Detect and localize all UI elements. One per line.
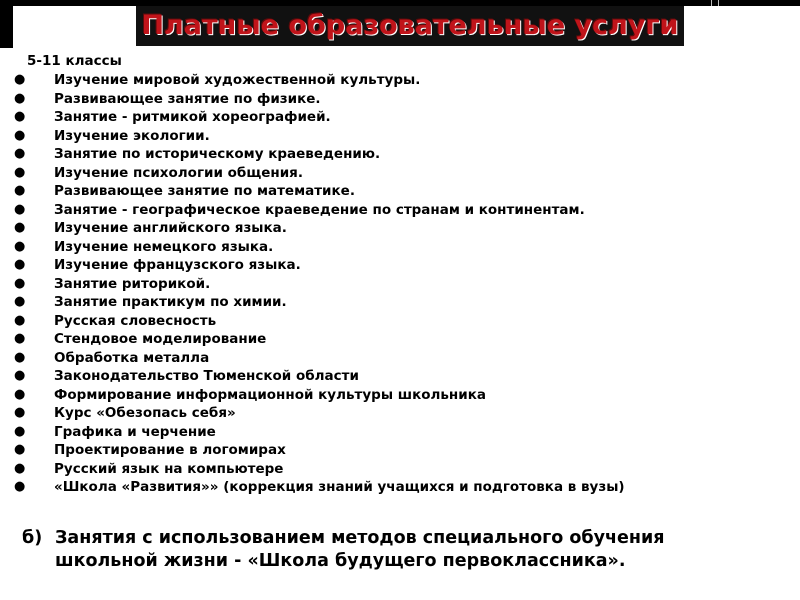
list-item: [13, 90, 625, 109]
list-item-label: Изучение психологии общения.: [54, 164, 303, 181]
list-item: [13, 219, 625, 238]
bullet-icon: ●: [14, 90, 26, 106]
list-item: [13, 349, 625, 368]
list-item-label: Изучение экологии.: [54, 127, 210, 144]
list-item-label: Занятие практикум по химии.: [54, 294, 287, 310]
bullet-icon: ●: [14, 386, 26, 402]
list-item: [13, 293, 625, 312]
list-item: [13, 256, 625, 275]
list-item-label: Изучение французского языка.: [54, 257, 301, 273]
bullet-icon: ●: [14, 220, 26, 235]
bullet-icon: ●: [14, 294, 26, 309]
bullet-icon: ●: [14, 238, 26, 254]
list-item: [13, 386, 625, 405]
list-item-label: Законодательство Тюменской области: [54, 368, 359, 384]
list-item-label: Обработка металла: [54, 349, 210, 366]
list-item: [13, 441, 625, 460]
bullet-icon: ●: [14, 257, 26, 272]
list-item: [13, 367, 625, 386]
list-item: [13, 404, 625, 423]
list-item: [13, 312, 625, 331]
list-item-label: Занятие риторикой.: [54, 275, 211, 292]
list-item: [13, 478, 625, 497]
list-item: [13, 275, 625, 294]
bullet-icon: ●: [14, 349, 26, 365]
bullet-icon: ●: [14, 479, 26, 494]
list-item: [13, 423, 625, 442]
bullet-icon: ●: [14, 127, 26, 143]
bullet-icon: ●: [14, 164, 26, 180]
note-line-2: школьной жизни - «Школа будущего первоклассника».: [55, 551, 626, 571]
slide: [13, 6, 800, 600]
list-item-label: Занятие - географическое краеведение по странам и континентам.: [54, 201, 585, 218]
bullet-icon: ●: [14, 275, 26, 291]
bullet-icon: ●: [14, 423, 26, 439]
note-line-1: Занятия с использованием методов специального обучения: [55, 528, 665, 548]
list-item: [13, 145, 625, 164]
bullet-icon: ●: [14, 312, 26, 328]
list-item: [13, 182, 625, 201]
list-item-label: «Школа «Развития»» (коррекция знаний учащихся и подготовка в вузы): [54, 479, 625, 495]
list-item-label: Русский язык на компьютере: [54, 460, 284, 477]
bullet-icon: ●: [14, 405, 26, 420]
bullet-icon: ●: [14, 368, 26, 383]
bullet-icon: ●: [14, 183, 26, 198]
grade-label: 5-11 классы: [27, 53, 122, 69]
list-item-label: Занятие - ритмикой хореографией.: [54, 109, 331, 125]
note-paragraph: [22, 527, 665, 573]
list-item-label: Графика и черчение: [54, 423, 216, 440]
list-item: [13, 460, 625, 479]
list-item-label: Проектирование в логомирах: [54, 442, 286, 458]
list-item-label: Развивающее занятие по физике.: [54, 90, 321, 107]
list-item-label: Русская словесность: [54, 312, 217, 329]
bullet-icon: ●: [14, 109, 26, 124]
list-item-label: Изучение мировой художественной культуры.: [54, 72, 421, 88]
title-box: [136, 6, 684, 46]
list-item-label: Курс «Обезопась себя»: [54, 405, 236, 421]
list-item: [13, 201, 625, 220]
list-item: [13, 71, 625, 90]
bullet-icon: ●: [14, 201, 26, 217]
bullet-icon: ●: [14, 442, 26, 457]
services-list: [13, 71, 625, 497]
list-item: [13, 127, 625, 146]
bullet-icon: ●: [14, 331, 26, 346]
list-item-label: Формирование информационной культуры школьника: [54, 386, 486, 403]
list-item-label: Занятие по историческому краеведению.: [54, 146, 381, 162]
list-item-label: Развивающее занятие по математике.: [54, 183, 355, 199]
list-item: [13, 330, 625, 349]
list-item-label: Стендовое моделирование: [54, 331, 267, 347]
bullet-icon: ●: [14, 460, 26, 476]
list-item-label: Изучение немецкого языка.: [54, 238, 274, 255]
bullet-icon: ●: [14, 146, 26, 161]
list-item-label: Изучение английского языка.: [54, 220, 287, 236]
list-item: [13, 108, 625, 127]
bullet-icon: ●: [14, 72, 26, 87]
list-item: [13, 238, 625, 257]
note-prefix: б): [22, 528, 43, 548]
list-item: [13, 164, 625, 183]
slide-title: Платные образовательные услуги: [141, 10, 679, 41]
